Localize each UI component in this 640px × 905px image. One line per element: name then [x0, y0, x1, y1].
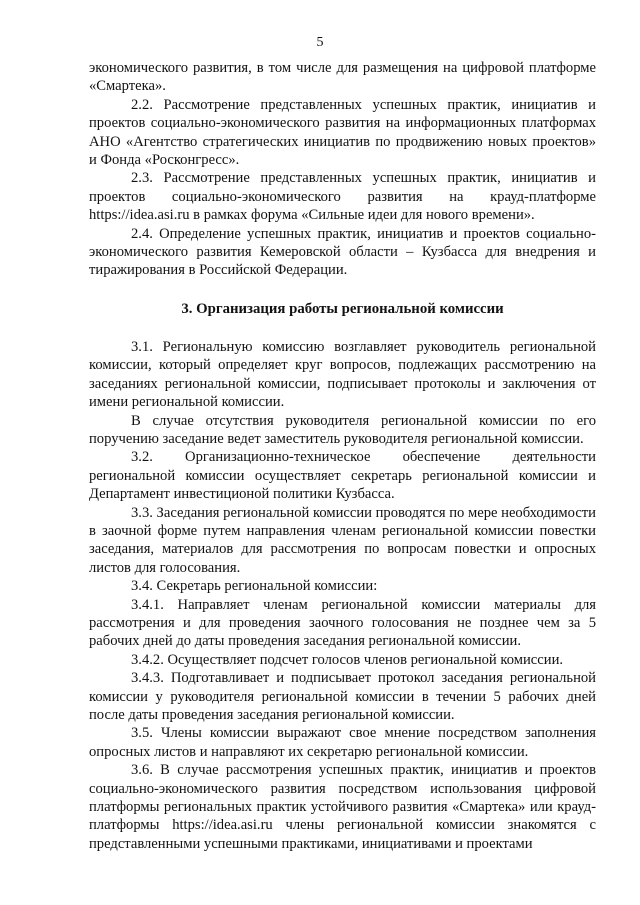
- paragraph: 3.3. Заседания региональной комиссии проводятся по мере необходимости в заочной форме путем направления членам региональной комиссии повестки заседания, материалов для рассмотрения по вопросам повестки и опросных листов для голосования.: [89, 504, 596, 576]
- paragraph: экономического развития, в том числе для размещения на цифровой платформе «Смартека».: [89, 60, 596, 95]
- paragraph: 3.2. Организационно-техническое обеспечение деятельности региональной комиссии осуществляет секретарь региональной комиссии и Департамент инвестиционой политики Кузбасса.: [89, 449, 596, 503]
- paragraph: 2.3. Рассмотрение представленных успешных практик, инициатив и проектов социально-экономического развития на крауд-платформе https://idea.asi.ru в рамках форума «Сильные идеи для нового времени».: [89, 170, 596, 224]
- paragraph: 3.1. Региональную комиссию возглавляет руководитель региональной комиссии, который определяет круг вопросов, подлежащих рассмотрению на заседаниях региональной комиссии, подписывает протоколы и заключения от имени региональной комиссии.: [89, 338, 596, 411]
- paragraph: 3.5. Члены комиссии выражают свое мнение посредством заполнения опросных листов и направляют их секретарю региональной комиссии.: [89, 725, 596, 760]
- page-number: 5: [316, 35, 324, 50]
- paragraph: 2.2. Рассмотрение представленных успешных практик, инициатив и проектов социально-экономического развития на информационных платформах АНО «Агентство стратегических инициатив по продвижению новых проектов» и Фонда «Росконгресс».: [89, 96, 596, 169]
- paragraph: 3.4.2. Осуществляет подсчет голосов членов региональной комиссии.: [131, 651, 564, 668]
- paragraph: 3.6. В случае рассмотрения успешных практик, инициатив и проектов социально-экономического развития посредством использования цифровой платформы региональных практик устойчивого развития «Смартека» или крауд-платформы https://idea.asi.ru члены региональной комиссии знакомятся с представленными успешными практиками, инициативами и проектами: [89, 762, 596, 852]
- section-spacer: [89, 280, 596, 300]
- paragraph: 3.4.1. Направляет членам региональной комиссии материалы для рассмотрения и для проведения заочного голосования не позднее чем за 5 рабочих дней до даты проведения заседания региональной комиссии.: [89, 596, 596, 650]
- section-heading: 3. Организация работы региональной комиссии: [181, 300, 504, 317]
- paragraph: В случае отсутствия руководителя региональной комиссии по его поручению заседание ведет заместитель руководителя региональной комиссии.: [89, 412, 596, 447]
- paragraph: 3.4.3. Подготавливает и подписывает протокол заседания региональной комиссии у руководителя региональной комиссии в течении 5 рабочих дней после даты проведения заседания региональной комиссии.: [89, 670, 596, 723]
- document-body: [89, 59, 596, 853]
- section-spacer: [89, 318, 596, 338]
- paragraph: 3.4. Секретарь региональной комиссии:: [131, 578, 378, 595]
- paragraph: 2.4. Определение успешных практик, инициатив и проектов социально-экономического развития Кемеровской области – Кузбасса для внедрения и тиражирования в Российской Федерации.: [89, 225, 596, 279]
